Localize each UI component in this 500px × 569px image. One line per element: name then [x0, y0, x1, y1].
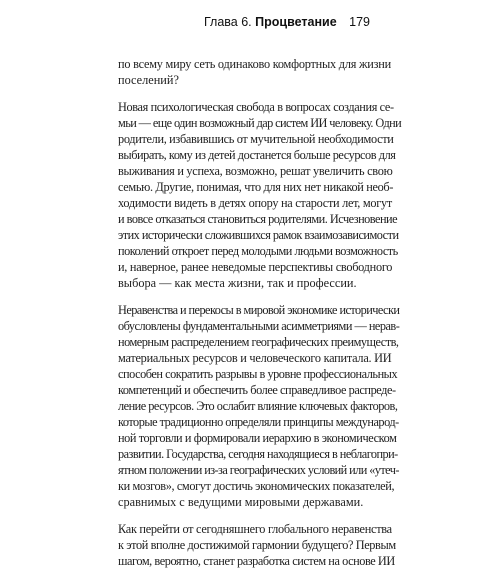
text-line: ление ресурсов. Это ослабит влияние ключевых факторов,: [118, 399, 398, 413]
paragraph: [118, 521, 396, 569]
text-line: выбора — как места жизни, так и профессии.: [118, 276, 357, 290]
paragraph: [118, 56, 391, 88]
text-line: этих исторически сложившихся рамок взаимозависимости: [118, 228, 399, 242]
paragraph: [118, 302, 400, 510]
body-text: [118, 56, 402, 569]
text-line: Как перейти от сегодняшнего глобального неравенства: [118, 522, 392, 536]
text-line: выживания и успеха, возможно, решат увеличить свою: [118, 164, 393, 178]
paragraph: [118, 99, 402, 291]
text-line: сравнимых с ведущими мировыми державами.: [118, 495, 364, 509]
text-line: способен сократить разрывы в уровне профессиональных: [118, 367, 398, 381]
text-line: шагом, вероятно, станет разработка систем на основе ИИ: [118, 554, 395, 568]
text-line: ятном положении из-за географических условий или «утеч-: [118, 463, 399, 477]
paragraph-gap: [118, 510, 386, 521]
text-line: Новая психологическая свобода в вопросах создания се-: [118, 100, 394, 114]
text-line: ки мозгов», смогут достичь экономических показателей,: [118, 479, 395, 493]
text-line: родители, избавившись от мучительной необходимости: [118, 132, 394, 146]
text-line: по всему миру сеть одинаково комфортных для жизни: [118, 57, 391, 71]
text-line: к этой вполне достижимой гармонии будущего? Первым: [118, 538, 396, 552]
text-line: которые традиционно определяли принципы международ-: [118, 415, 399, 429]
text-line: семью. Другие, понимая, что для них нет никакой необ-: [118, 180, 394, 194]
text-line: компетенций и обеспечить более справедливое распреде-: [118, 383, 396, 397]
text-line: поселений?: [118, 73, 179, 87]
paragraph-gap: [118, 88, 386, 99]
text-line: поколений откроет перед молодыми людьми возможность: [118, 244, 398, 258]
text-line: мьи — еще один возможный дар систем ИИ человеку. Одни: [118, 116, 402, 130]
page-number: 179: [349, 15, 370, 29]
paragraph-gap: [118, 291, 386, 302]
chapter-label: Глава 6.: [203, 15, 252, 29]
chapter-title: Процветание: [255, 15, 337, 29]
text-line: и, наверное, ранее неведомые перспективы свободного: [118, 260, 393, 274]
text-line: Неравенства и перекосы в мировой экономике исторически: [118, 303, 400, 317]
text-line: ной торговли и формировали иерархию в экономическом: [118, 431, 397, 445]
text-line: материальных ресурсов и человеческого капитала. ИИ: [118, 351, 392, 365]
text-line: ходимости видеть в детях опору на старости лет, могут: [118, 196, 392, 210]
running-header: [204, 15, 370, 29]
text-line: выбирать, кому из детей достанется больше ресурсов для: [118, 148, 396, 162]
text-line: развитии. Государства, сегодня находящиеся в неблагопри-: [118, 447, 398, 461]
text-line: обусловлены фундаментальными асимметриями — нерав-: [118, 319, 400, 333]
text-line: и вовсе отказаться становиться родителями. Исчезновение: [118, 212, 398, 226]
text-line: номерным распределением географических преимуществ,: [118, 335, 399, 349]
